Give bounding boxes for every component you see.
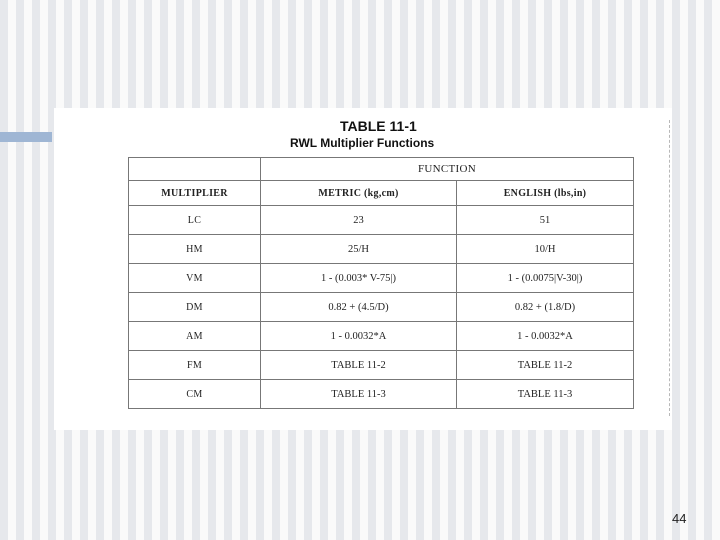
scanned-table-image <box>54 108 672 430</box>
multiplier-cell: AM <box>129 322 261 351</box>
multiplier-cell: LC <box>129 206 261 235</box>
english-column-header: ENGLISH (lbs,in) <box>457 181 634 206</box>
multiplier-column-header: MULTIPLIER <box>129 181 261 206</box>
page-number: 44 <box>672 511 687 526</box>
blank-header-cell <box>129 158 261 181</box>
english-cell: 0.82 + (1.8/D) <box>457 293 634 322</box>
multiplier-cell: VM <box>129 264 261 293</box>
english-cell: TABLE 11-2 <box>457 351 634 380</box>
table-row <box>129 235 634 264</box>
metric-column-header: METRIC (kg,cm) <box>261 181 457 206</box>
scan-edge-line <box>669 120 670 416</box>
accent-bar <box>0 132 52 142</box>
table-caption: RWL Multiplier Functions <box>290 136 435 150</box>
multiplier-cell: FM <box>129 351 261 380</box>
column-header-row <box>129 181 634 206</box>
table-row <box>129 206 634 235</box>
table-row <box>129 351 634 380</box>
table-number: TABLE 11-1 <box>340 118 417 134</box>
metric-cell: TABLE 11-3 <box>261 380 457 409</box>
metric-cell: 1 - 0.0032*A <box>261 322 457 351</box>
table-row <box>129 322 634 351</box>
table-row <box>129 380 634 409</box>
metric-cell: 1 - (0.003* V-75|) <box>261 264 457 293</box>
function-header-row <box>129 158 634 181</box>
english-cell: 10/H <box>457 235 634 264</box>
english-cell: TABLE 11-3 <box>457 380 634 409</box>
table-row <box>129 264 634 293</box>
multiplier-cell: HM <box>129 235 261 264</box>
english-cell: 1 - (0.0075|V-30|) <box>457 264 634 293</box>
metric-cell: 25/H <box>261 235 457 264</box>
metric-cell: TABLE 11-2 <box>261 351 457 380</box>
table-row <box>129 293 634 322</box>
function-header: FUNCTION <box>261 158 634 181</box>
english-cell: 1 - 0.0032*A <box>457 322 634 351</box>
multiplier-cell: DM <box>129 293 261 322</box>
metric-cell: 0.82 + (4.5/D) <box>261 293 457 322</box>
metric-cell: 23 <box>261 206 457 235</box>
english-cell: 51 <box>457 206 634 235</box>
rwl-multiplier-table <box>128 157 634 409</box>
multiplier-cell: CM <box>129 380 261 409</box>
